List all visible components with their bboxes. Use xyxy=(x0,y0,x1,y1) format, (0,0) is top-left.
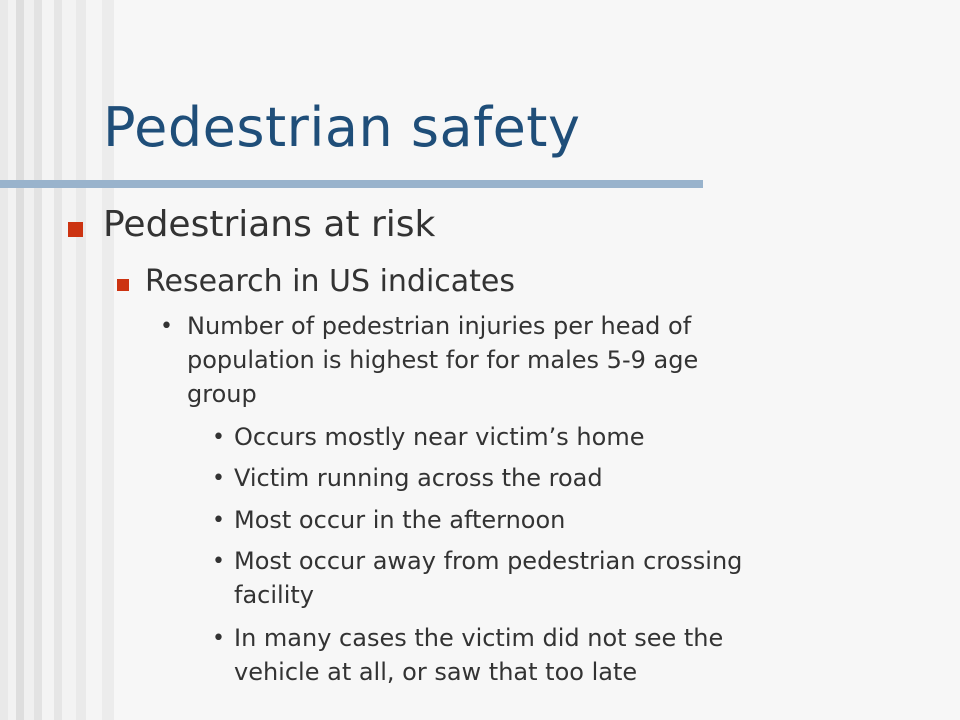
title-underline xyxy=(0,180,703,188)
bullet-level4-item: Victim running across the road xyxy=(234,464,603,492)
bullet-level2: Research in US indicates xyxy=(145,264,516,299)
dot-bullet-icon: • xyxy=(212,425,225,450)
bullet-level4-item: Occurs mostly near victim’s home xyxy=(234,423,645,451)
bullet-level1: Pedestrians at risk xyxy=(103,204,436,245)
red-square-bullet-icon xyxy=(117,279,129,291)
bullet-level4-item: In many cases the victim did not see the xyxy=(234,624,724,652)
bullet-level4-item: Most occur in the afternoon xyxy=(234,506,566,534)
dot-bullet-icon: • xyxy=(160,314,173,339)
dot-bullet-icon: • xyxy=(212,508,225,533)
dot-bullet-icon: • xyxy=(212,626,225,651)
slide-title: Pedestrian safety xyxy=(103,96,581,159)
bullet-level3-line1: Number of pedestrian injuries per head of xyxy=(187,312,692,340)
bullet-level4-item: Most occur away from pedestrian crossing xyxy=(234,547,743,575)
dot-bullet-icon: • xyxy=(212,466,225,491)
bullet-level3-line3: group xyxy=(187,380,257,408)
bullet-level4-item-cont: facility xyxy=(234,581,314,609)
red-square-bullet-icon xyxy=(68,222,83,237)
bullet-level3-line2: population is highest for for males 5-9 age xyxy=(187,346,699,374)
bullet-level4-item-cont: vehicle at all, or saw that too late xyxy=(234,658,638,686)
dot-bullet-icon: • xyxy=(212,549,225,574)
